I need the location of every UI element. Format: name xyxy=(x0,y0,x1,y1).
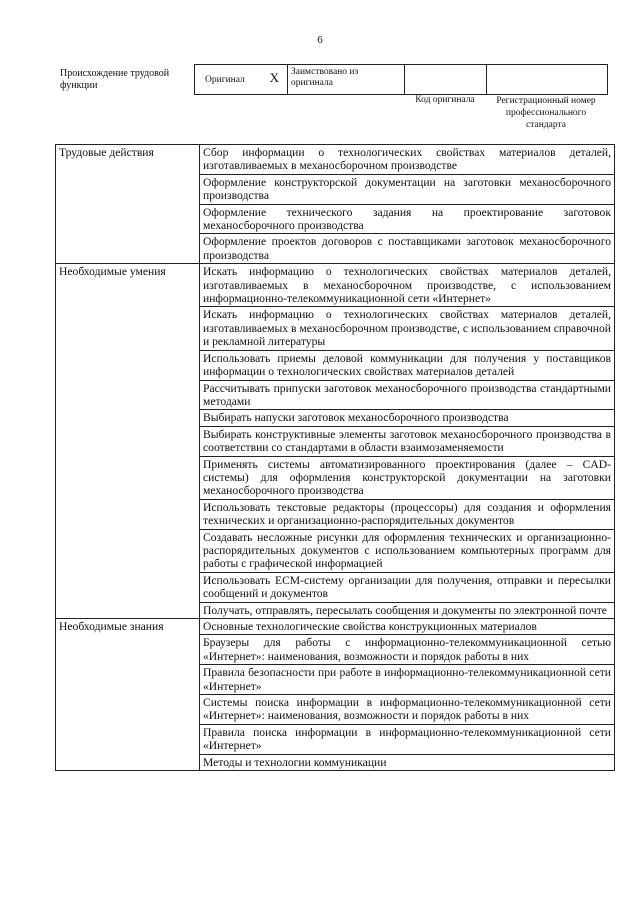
section-item: Рассчитывать припуски заготовок механосборочного производства стандартными методами xyxy=(200,380,615,410)
page-number: 6 xyxy=(317,34,323,46)
section-item: Оформление проектов договоров с поставщиками заготовок механосборочного производства xyxy=(200,234,615,264)
section-item: Выбирать конструктивные элементы заготовок механосборочного производства в соответствии со стандартами в области взаимозаменяемости xyxy=(200,426,615,456)
section-item: Получать, отправлять, пересылать сообщения и документы по электронной почте xyxy=(200,602,615,618)
registration-number-cell xyxy=(487,65,607,94)
section-item: Сбор информации о технологических свойствах материалов деталей, изготавливаемых в механосборочном производстве xyxy=(200,145,615,175)
section-item: Использовать текстовые редакторы (процессоры) для создания и оформления технических и организационно-распорядительных документов xyxy=(200,499,615,529)
original-code-cell xyxy=(405,65,487,94)
section-item: Браузеры для работы с информационно-телекоммуникационной сетью «Интернет»: наименования, возможности и порядок работы в них xyxy=(200,635,615,665)
function-details-body xyxy=(56,145,615,771)
section-title: Необходимые знания xyxy=(56,619,200,771)
section-item: Применять системы автоматизированного проектирования (далее – CAD-системы) для оформления конструкторской документации на заготовки механосборочного производства xyxy=(200,456,615,499)
section-item: Выбирать напуски заготовок механосборочного производства xyxy=(200,410,615,426)
registration-number-caption: Регистрационный номер профессионального стандарта xyxy=(496,96,596,130)
table-row xyxy=(56,619,615,635)
table-row xyxy=(56,145,615,175)
section-item: Использовать ECM-систему организации для получения, отправки и пересылки сообщений и документов xyxy=(200,572,615,602)
section-item: Методы и технологии коммуникации xyxy=(200,754,615,770)
original-cell xyxy=(195,65,288,94)
section-item: Искать информацию о технологических свойствах материалов деталей, изготавливаемых в механосборочном производстве, с использованием справочной и рекламной литературы xyxy=(200,307,615,350)
section-title: Трудовые действия xyxy=(56,145,200,264)
section-item: Искать информацию о технологических свойствах материалов деталей, изготавливаемых в механосборочном производстве, с использованием информационно-телекоммуникационной сети «Интернет» xyxy=(200,264,615,307)
section-item: Создавать несложные рисунки для оформления технических и организационно-распорядительных документов с использованием компьютерных программ для работы с графической информацией xyxy=(200,529,615,572)
function-details-table xyxy=(55,144,615,771)
section-item: Системы поиска информации в информационно-телекоммуникационной сети «Интернет»: наименования, возможности и порядок работы в них xyxy=(200,695,615,725)
section-title: Необходимые умения xyxy=(56,264,200,619)
section-item: Оформление технического задания на проектирование заготовок механосборочного производства xyxy=(200,204,615,234)
section-item: Использовать приемы деловой коммуникации для получения у поставщиков информации о технологических свойствах материалов деталей xyxy=(200,350,615,380)
section-item: Правила поиска информации в информационно-телекоммуникационной сети «Интернет» xyxy=(200,724,615,754)
section-item: Основные технологические свойства конструкционных материалов xyxy=(200,619,615,635)
origin-table xyxy=(194,64,608,95)
original-label: Оригинал xyxy=(205,75,245,85)
table-row xyxy=(56,264,615,307)
origin-label: Происхождение трудовой функции xyxy=(60,68,170,91)
original-mark: X xyxy=(269,70,279,85)
original-code-caption: Код оригинала xyxy=(415,95,475,105)
section-item: Правила безопасности при работе в информационно-телекоммуникационной сети «Интернет» xyxy=(200,665,615,695)
section-item: Оформление конструкторской документации на заготовки механосборочного производства xyxy=(200,174,615,204)
borrowed-label: Заимствовано из оригинала xyxy=(288,65,405,94)
